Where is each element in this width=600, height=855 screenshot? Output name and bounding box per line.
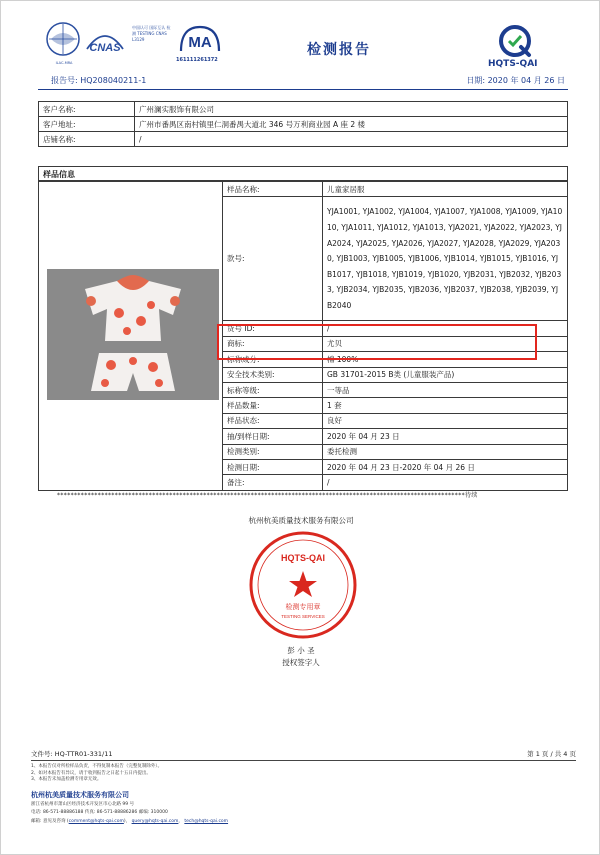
- test-date-label: 检测日期:: [223, 459, 323, 474]
- cma-logo: [177, 25, 223, 53]
- composition-label: 标称成分:: [223, 352, 323, 367]
- item-id-value: /: [323, 321, 568, 336]
- client-info-table: [38, 101, 568, 147]
- sample-photo-cell: [39, 182, 223, 491]
- table-row: [39, 182, 568, 197]
- trademark-value: 尤贝: [323, 336, 568, 351]
- hqts-logo: [497, 23, 533, 59]
- email-link-comment[interactable]: comment@hqts-qai.com: [68, 818, 124, 824]
- grade-value: 一等品: [323, 382, 568, 397]
- table-row: [39, 102, 568, 117]
- report-meta-row: [45, 75, 565, 87]
- document-number: 文件号: HQ-TTR01-331/11: [31, 750, 113, 758]
- report-title: 检测报告: [307, 42, 371, 58]
- store-name-value: /: [135, 132, 568, 147]
- highlight-box: [217, 324, 537, 360]
- quantity-value: 1 套: [323, 398, 568, 413]
- item-id-label: 货号 ID:: [223, 321, 323, 336]
- sampling-date-value: 2020 年 04 月 23 日: [323, 429, 568, 444]
- table-row: [39, 117, 568, 132]
- footer-note: 3、本报告未加盖检测专用章无效。: [31, 777, 102, 782]
- trademark-label: 商标:: [223, 336, 323, 351]
- table-row: [39, 132, 568, 147]
- cnas-logo: [85, 27, 125, 57]
- signatory-block: [1, 645, 600, 669]
- footer-address: 浙江省杭州市萧山区经济技术开发区市心北路 99 号: [31, 801, 135, 807]
- client-address-label: 客户地址:: [39, 117, 135, 132]
- test-type-label: 检测类别:: [223, 444, 323, 459]
- header-logo-row: [45, 21, 565, 75]
- email-link-tech[interactable]: tech@hqts-qai.com: [184, 818, 229, 824]
- sample-name-value: 儿童家居服: [323, 182, 568, 197]
- footer-phone: 电话: 86-571-88886188 传真: 86-571-88886286 邮编: 310000: [31, 810, 168, 815]
- continued-marker: ************************************************************************************************************************待续: [57, 492, 478, 499]
- store-name-label: 店铺名称:: [39, 132, 135, 147]
- hqts-caption: HQTS-QAI: [488, 59, 538, 69]
- client-address-value: 广州市番禺区南村镇里仁洞番禺大道北 346 号万利商业园 A 座 2 楼: [135, 117, 568, 132]
- remarks-value: /: [323, 475, 568, 490]
- grade-label: 标称等级:: [223, 382, 323, 397]
- footer-emails: 邮箱: 意见及咨询 (comment@hqts-qai.com)， query@hqts-qai.com， tech@hqts-qai.com: [31, 818, 229, 824]
- sample-photo: [47, 269, 219, 400]
- test-date-value: 2020 年 04 月 23 日-2020 年 04 月 26 日: [323, 459, 568, 474]
- style-no-label: 款号:: [223, 197, 323, 321]
- signatory-role: 授权签字人: [282, 658, 320, 667]
- safety-category-label: 安全技术类别:: [223, 367, 323, 382]
- safety-category-value: GB 31701-2015 B类 (儿童服装产品): [323, 367, 568, 382]
- client-name-label: 客户名称:: [39, 102, 135, 117]
- cma-number: 161111261372: [176, 57, 218, 63]
- ilac-mra-logo: [45, 21, 81, 59]
- svg-text:TESTING SERVICES: TESTING SERVICES: [281, 614, 325, 619]
- sampling-date-label: 抽/到样日期:: [223, 429, 323, 444]
- svg-text:MA: MA: [188, 34, 212, 51]
- footer-divider: [31, 760, 576, 761]
- remarks-label: 备注:: [223, 475, 323, 490]
- header-divider: [38, 89, 568, 90]
- footer-doc-row: [31, 749, 576, 758]
- condition-label: 样品状态:: [223, 413, 323, 428]
- signatory-name: 彭 小 圣: [287, 646, 315, 655]
- email-link-query[interactable]: query@hqts-qai.com: [131, 818, 179, 824]
- sample-name-label: 样品名称:: [223, 182, 323, 197]
- official-seal: [247, 529, 359, 641]
- quantity-label: 样品数量:: [223, 398, 323, 413]
- composition-value: 棉 100%: [323, 352, 568, 367]
- test-type-value: 委托检测: [323, 444, 568, 459]
- report-number: 报告号: HQ208040211-1: [51, 76, 147, 85]
- footer-notes: [31, 764, 576, 784]
- ilac-caption: ILAC-MRA: [55, 61, 73, 65]
- footer-note: 1、本报告仅对所检样品负责，不得复制本报告（完整复制除外）。: [31, 764, 163, 769]
- client-name-value: 广州澜实服饰有限公司: [135, 102, 568, 117]
- issuer-company: 杭州杭美质量技术服务有限公司: [248, 516, 354, 525]
- footer-company: 杭州杭美质量技术服务有限公司: [31, 790, 129, 799]
- page-indicator: 第 1 页 / 共 4 页: [527, 750, 576, 758]
- style-no-value: YJA1001, YJA1002, YJA1004, YJA1007, YJA1008, YJA1009, YJA1010, YJA1011, YJA1012, YJA1013, YJA2021, YJA2022, YJA2023, YJA2024, YJA2025, YJA2026, YJA2027, YJA2028, YJA2029, YJA2030, YJB1003, YJB1005, YJB1006, YJB1014, YJB1015, YJB1016, YJB1017, YJB1018, YJB1019, YJB1020, YJB2031, YJB2032, YJB2033, YJB2034, YJB2035, YJB2036, YJB2037, YJB2038, YJB2039, YJB2040: [323, 197, 568, 321]
- cnas-caption: 中国认可 国际互认 检测 TESTING CNAS L3129: [132, 25, 171, 42]
- footer-note: 2、如对本报告有异议，请于收到报告之日起十五日内提出。: [31, 770, 151, 776]
- svg-text:CNAS: CNAS: [89, 42, 121, 54]
- svg-text:检测专用章: 检测专用章: [285, 603, 321, 611]
- condition-value: 良好: [323, 413, 568, 428]
- page-footer: [31, 749, 576, 825]
- svg-text:HQTS-QAI: HQTS-QAI: [281, 553, 325, 563]
- report-date: 日期: 2020 年 04 月 26 日: [466, 76, 565, 85]
- sample-section-title: 样品信息: [38, 166, 568, 181]
